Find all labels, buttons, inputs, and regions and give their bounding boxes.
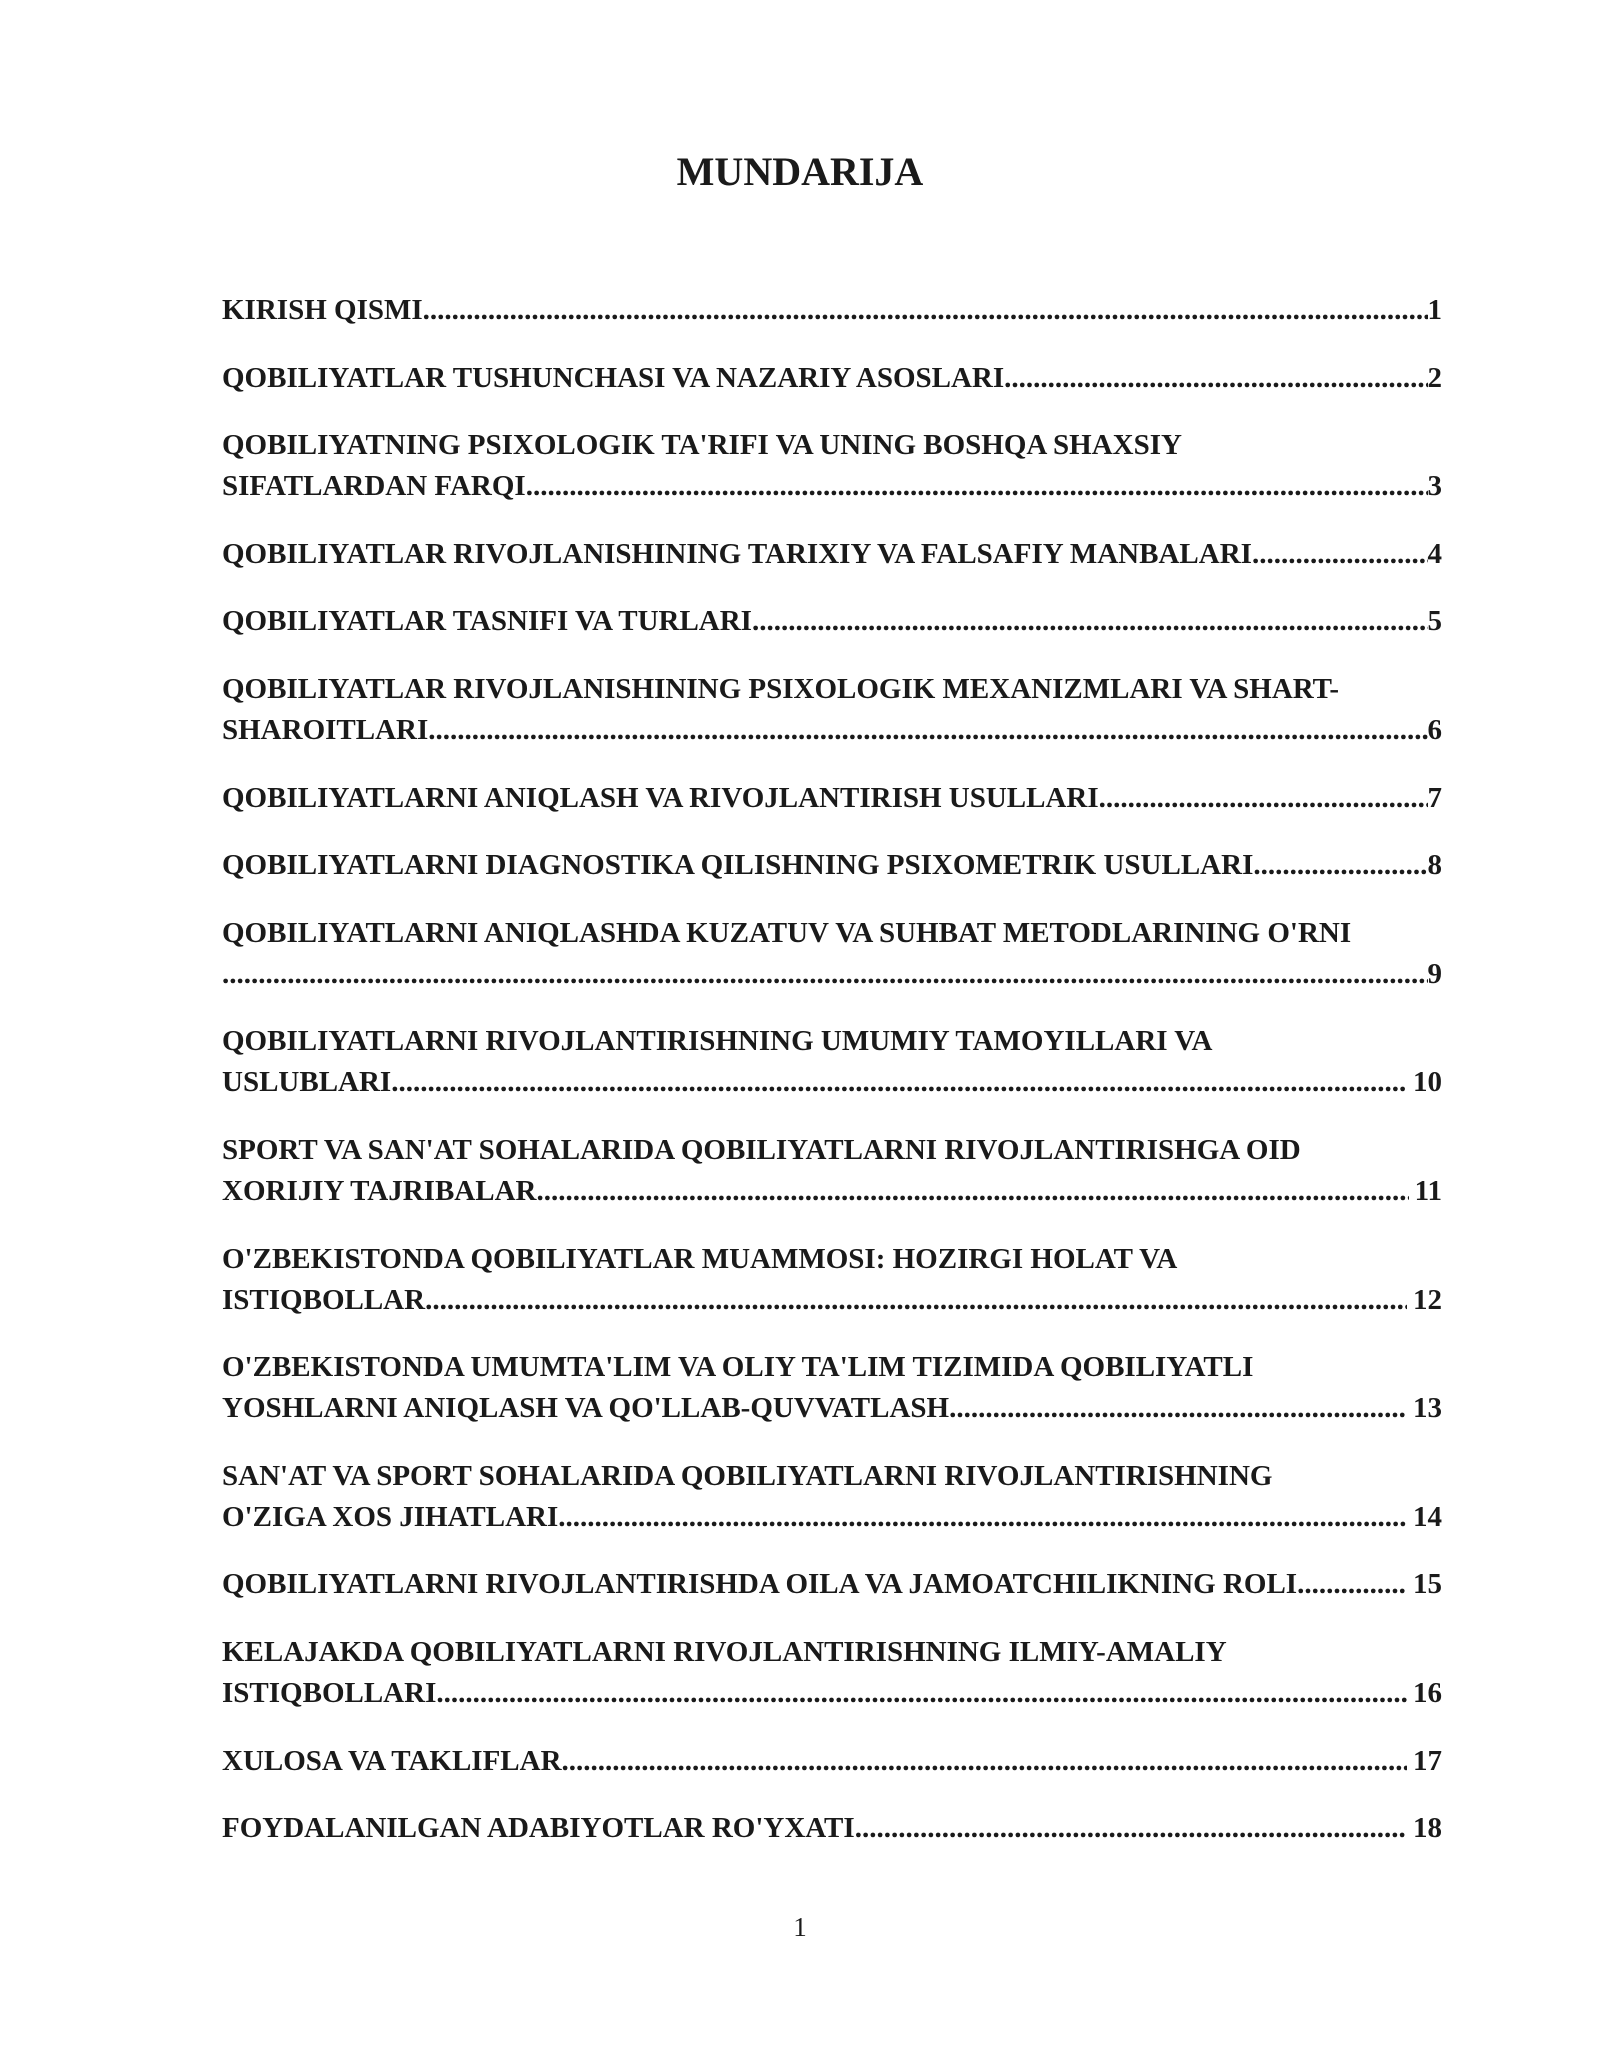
- toc-entry-title: QOBILIYATLAR TUSHUNCHASI VA NAZARIY ASOSLARI: [222, 361, 1005, 394]
- toc-entry-title: XORIJIY TAJRIBALAR: [222, 1174, 537, 1207]
- toc-page-number: 14: [1413, 1500, 1442, 1533]
- toc-entry[interactable]: [222, 290, 1442, 331]
- toc-page-number: 8: [1427, 849, 1442, 882]
- dot-leader: [752, 601, 1428, 642]
- toc-entry[interactable]: [222, 1456, 1442, 1538]
- toc-entry[interactable]: [222, 601, 1442, 642]
- toc-entry[interactable]: [222, 669, 1442, 751]
- toc-entry-title: O'ZBEKISTONDA QOBILIYATLAR MUAMMOSI: HOZIRGI HOLAT VA: [222, 1242, 1178, 1275]
- toc-entry-title: QOBILIYATLARNI ANIQLASH VA RIVOJLANTIRISH USULLARI: [222, 781, 1099, 814]
- dot-leader: [1099, 778, 1428, 819]
- dot-leader: [1304, 1564, 1407, 1605]
- dot-leader: [436, 1673, 1407, 1714]
- toc-entry-title: QOBILIYATLARNI DIAGNOSTIKA QILISHNING PSIXOMETRIK USULLARI: [222, 849, 1254, 882]
- toc-entry[interactable]: [222, 1130, 1442, 1212]
- toc-entry[interactable]: [222, 1741, 1442, 1782]
- toc-entry-title: O'ZBEKISTONDA UMUMTA'LIM VA OLIY TA'LIM TIZIMIDA QOBILIYATLI: [222, 1351, 1254, 1384]
- toc-page-number: 5: [1427, 605, 1442, 638]
- toc-entry-title: ISTIQBOLLARI: [222, 1676, 437, 1709]
- toc-entry[interactable]: [222, 1021, 1442, 1103]
- toc-entry[interactable]: [222, 1564, 1442, 1605]
- toc-page-number: 3: [1427, 470, 1442, 503]
- toc-entry-title: QOBILIYATLARNI RIVOJLANTIRISHDA OILA VA JAMOATCHILIKNING ROLI.: [222, 1568, 1305, 1601]
- dot-leader: [391, 1062, 1407, 1103]
- toc-page-number: 11: [1414, 1174, 1442, 1207]
- toc-entry-title: QOBILIYATNING PSIXOLOGIK TA'RIFI VA UNING BOSHQA SHAXSIY: [222, 429, 1182, 462]
- toc-entry-title: QOBILIYATLAR TASNIFI VA TURLARI: [222, 605, 752, 638]
- toc-entry-title: FOYDALANILGAN ADABIYOTLAR RO'YXATI: [222, 1812, 855, 1845]
- toc-page-number: 1: [1427, 294, 1442, 326]
- toc-entry-title: QOBILIYATLARNI ANIQLASHDA KUZATUV VA SUHBAT METODLARINING O'RNI: [222, 916, 1352, 949]
- toc-entry-title: XULOSA VA TAKLIFLAR: [222, 1744, 562, 1777]
- toc-entry[interactable]: [222, 1347, 1442, 1429]
- toc-entry[interactable]: [222, 358, 1442, 399]
- toc-entry-title: SIFATLARDAN FARQI: [222, 470, 526, 503]
- dot-leader: [423, 290, 1428, 331]
- toc-entry-title: QOBILIYATLAR RIVOJLANISHINING TARIXIY VA FALSAFIY MANBALARI: [222, 537, 1252, 570]
- toc-page-number: 6: [1427, 713, 1442, 746]
- toc-page-number: 9: [1427, 957, 1442, 990]
- toc-entry-title: SHAROITLARI: [222, 713, 429, 746]
- toc-entry-title: ISTIQBOLLAR: [222, 1283, 426, 1316]
- toc-page-number: 12: [1413, 1283, 1442, 1316]
- dot-leader: [558, 1497, 1407, 1538]
- toc-entry[interactable]: [222, 778, 1442, 819]
- toc-entry[interactable]: [222, 425, 1442, 507]
- toc-page-number: 10: [1413, 1066, 1442, 1099]
- toc-entry[interactable]: [222, 845, 1442, 886]
- dot-leader: [562, 1741, 1407, 1782]
- dot-leader: [1252, 534, 1428, 575]
- toc-entry-title: SPORT VA SAN'AT SOHALARIDA QOBILIYATLARNI RIVOJLANTIRISHGA OID: [222, 1133, 1301, 1166]
- toc-entry-title: USLUBLARI: [222, 1066, 392, 1099]
- dot-leader: [425, 1280, 1407, 1321]
- toc-entry[interactable]: [222, 1808, 1442, 1849]
- toc-entry-title: QOBILIYATLARNI RIVOJLANTIRISHNING UMUMIY TAMOYILLARI VA: [222, 1025, 1213, 1058]
- dot-leader: [1253, 845, 1427, 886]
- toc-entry-title: QOBILIYATLAR RIVOJLANISHINING PSIXOLOGIK MEXANIZMLARI VA SHART-: [222, 672, 1340, 705]
- dot-leader: [1004, 358, 1427, 399]
- dot-leader: [536, 1171, 1408, 1212]
- toc-page-number: 16: [1413, 1676, 1442, 1709]
- toc-entry[interactable]: [222, 1239, 1442, 1321]
- dot-leader: [222, 954, 1428, 995]
- toc-page-number: 17: [1413, 1744, 1442, 1777]
- page-number: 1: [793, 1912, 807, 1942]
- toc-entry[interactable]: [222, 1632, 1442, 1714]
- toc-entry-title: O'ZIGA XOS JIHATLARI: [222, 1500, 559, 1533]
- toc-entry-title: SAN'AT VA SPORT SOHALARIDA QOBILIYATLARNI RIVOJLANTIRISHNING: [222, 1459, 1273, 1492]
- page-title: MUNDARIJA: [676, 149, 924, 194]
- toc-page-number: 2: [1427, 361, 1442, 394]
- toc-page-number: 13: [1413, 1392, 1442, 1425]
- toc-page-number: 18: [1413, 1812, 1442, 1845]
- table-of-contents: [222, 290, 1442, 1876]
- toc-page-number: 15: [1413, 1568, 1442, 1601]
- toc-entry-title: KIRISH QISMI: [222, 294, 423, 326]
- toc-entry-title: YOSHLARNI ANIQLASH VA QO'LLAB-QUVVATLASH: [222, 1392, 950, 1425]
- dot-leader: [428, 710, 1427, 751]
- dot-leader: [526, 466, 1428, 507]
- dot-leader: [855, 1808, 1407, 1849]
- toc-entry[interactable]: [222, 913, 1442, 995]
- toc-entry[interactable]: [222, 534, 1442, 575]
- dot-leader: [949, 1388, 1407, 1429]
- toc-page-number: 4: [1427, 537, 1442, 570]
- toc-entry-title: KELAJAKDA QOBILIYATLARNI RIVOJLANTIRISHNING ILMIY-AMALIY: [222, 1635, 1227, 1668]
- toc-page-number: 7: [1427, 781, 1442, 814]
